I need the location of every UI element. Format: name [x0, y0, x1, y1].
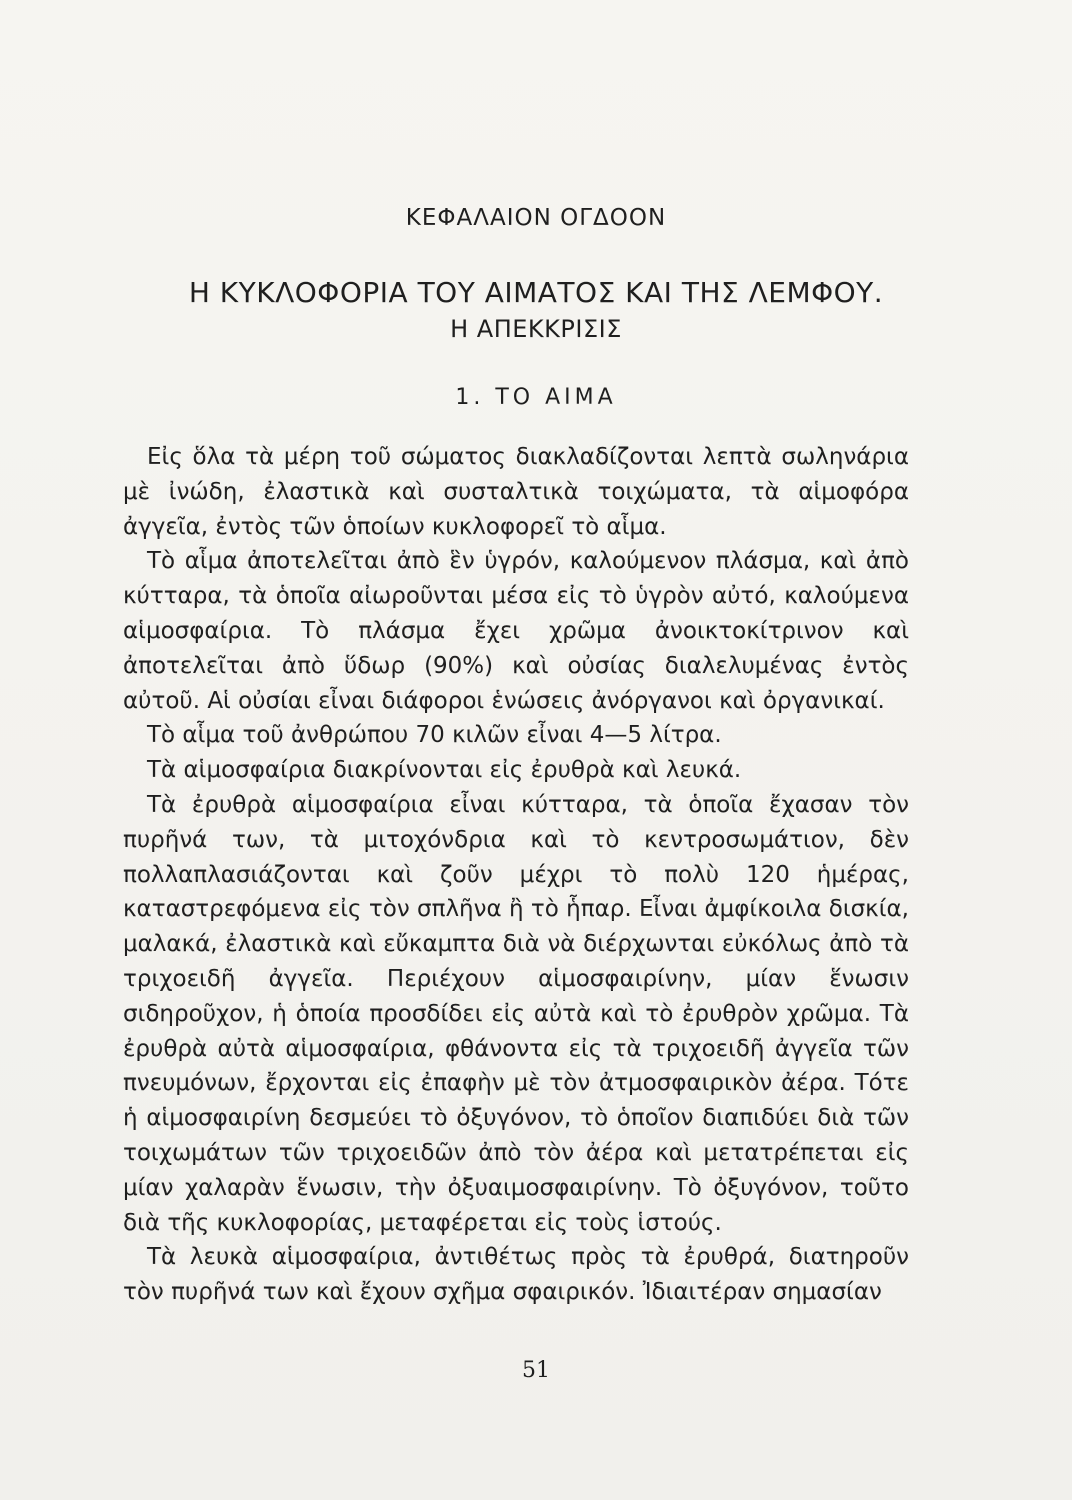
paragraph-3: Τὸ αἷμα τοῦ ἀνθρώπου 70 κιλῶν εἶναι 4—5 λίτρα. — [147, 722, 722, 749]
title-line-2: Η ΑΠΕΚΚΡΙΣΙΣ — [450, 315, 622, 343]
section-heading: 1. ΤΟ ΑΙΜΑ — [455, 385, 617, 410]
paragraph-6: Τὰ λευκὰ αἱμοσφαίρια, ἀντιθέτως πρὸς τὰ ἐρυθρά, διατηροῦν τὸν πυρῆνά των καὶ ἔχουν σχῆμα σφαιρικόν. Ἰδιαιτέραν σημασίαν — [123, 1244, 909, 1306]
chapter-heading: ΚΕΦΑΛΑΙΟΝ ΟΓΔΟΟΝ — [405, 205, 667, 231]
page-number: 51 — [522, 1358, 550, 1383]
title-line-1: Η ΚΥΚΛΟΦΟΡΙΑ ΤΟΥ ΑΙΜΑΤΟΣ ΚΑΙ ΤΗΣ ΛΕΜΦΟΥ. — [188, 276, 884, 309]
paragraph-2: Τὸ αἷμα ἀποτελεῖται ἀπὸ ἓν ὑγρόν, καλούμενον πλάσμα, καὶ ἀπὸ κύτταρα, τὰ ὁποῖα αἰωροῦνται μέσα εἰς τὸ ὑγρὸν αὐτό, καλούμενα αἱμοσφαίρια. Τὸ πλάσμα ἔχει χρῶμα ἀνοικτοκίτρινον καὶ ἀποτελεῖται ἀπὸ ὕδωρ (90%) καὶ οὐσίας διαλελυμένας ἐντὸς αὐτοῦ. Αἱ οὐσίαι εἶναι διάφοροι ἑνώσεις ἀνόργανοι καὶ ὀργανικαί. — [123, 548, 909, 714]
paragraph-5: Τὰ ἐρυθρὰ αἱμοσφαίρια εἶναι κύτταρα, τὰ ὁποῖα ἔχασαν τὸν πυρῆνά των, τὰ μιτοχόνδρια καὶ τὸ κεντροσωμάτιον, δὲν πολλαπλασιάζονται καὶ ζοῦν μέχρι τὸ πολὺ 120 ἡμέρας, καταστρεφόμενα εἰς τὸν σπλῆνα ἢ τὸ ἧπαρ. Εἶναι ἀμφίκοιλα δισκία, μαλακά, ἐλαστικὰ καὶ εὔκαμπτα διὰ νὰ διέρχωνται εὐκόλως ἀπὸ τὰ τριχοειδῆ ἀγγεῖα. Περιέχουν αἱμοσφαιρίνην, μίαν ἕνωσιν σιδηροῦχον, ἡ ὁποία προσδίδει εἰς αὐτὰ καὶ τὸ ἐρυθρὸν χρῶμα. Τὰ ἐρυθρὰ αὐτὰ αἱμοσφαίρια, φθάνοντα εἰς τὰ τριχοειδῆ ἀγγεῖα τῶν πνευμόνων, ἔρχονται εἰς ἐπαφὴν μὲ τὸν ἀτμοσφαιρικὸν ἀέρα. Τότε ἡ αἱμοσφαιρίνη δεσμεύει τὸ ὀξυγόνον, τὸ ὁποῖον διαπιδύει διὰ τῶν τοιχωμάτων τῶν τριχοειδῶν ἀπὸ τὸν ἀέρα καὶ μετατρέπεται εἰς μίαν χαλαρὰν ἕνωσιν, τὴν ὀξυαιμοσφαιρίνην. Τὸ ὀξυγόνον, τοῦτο διὰ τῆς κυκλοφορίας, μεταφέρεται εἰς τοὺς ἱστούς. — [123, 791, 909, 1236]
paragraph-1: Εἰς ὅλα τὰ μέρη τοῦ σώματος διακλαδίζονται λεπτὰ σωληνάρια μὲ ἰνώδη, ἐλαστικὰ καὶ συσταλτικὰ τοιχώματα, τὰ αἱμοφόρα ἀγγεῖα, ἐντὸς τῶν ὁποίων κυκλοφορεῖ τὸ αἷμα. — [123, 444, 909, 540]
body-text — [123, 440, 909, 1310]
paragraph-4: Τὰ αἱμοσφαίρια διακρίνονται εἰς ἐρυθρὰ καὶ λευκά. — [147, 757, 742, 784]
